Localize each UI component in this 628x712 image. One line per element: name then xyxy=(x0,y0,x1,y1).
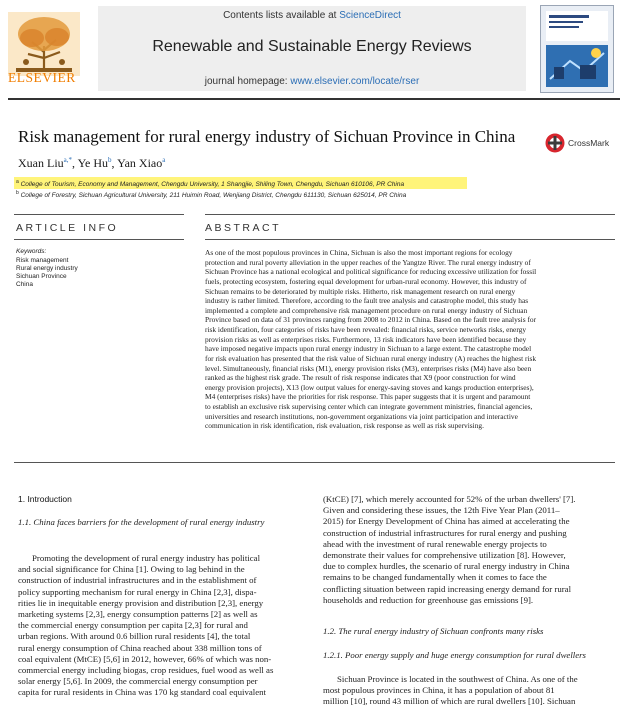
article-title: Risk management for rural energy industry of Sichuan Province in China xyxy=(18,127,516,146)
abstract-line: industry is rather limited. Therefore, according to the fault tree analysis and catastrophe model, this study has xyxy=(205,296,529,306)
body-line: ahead with the investment of rural renewable energy projects to xyxy=(323,538,547,549)
homepage-link[interactable]: www.elsevier.com/locate/rser xyxy=(290,76,420,87)
abstract-line: have imposed negative impacts upon rural energy industry in Sichuan to a large extent. The catastrophe model xyxy=(205,344,532,354)
author-list: Xuan Liu$^{a,*}$, Ye Hu$^b$, Yan Xiao$^a$ xyxy=(18,156,166,170)
publisher-name: ELSEVIER xyxy=(8,70,76,85)
journal-cover-thumbnail[interactable] xyxy=(540,5,614,93)
abstract-line: energy provision projects), X13 (low output values for energy-saving stoves and kangs production enterprises), xyxy=(205,382,534,392)
body-line: (KtCE) [7], which merely accounted for 52% of the urban dwellers' [7]. xyxy=(323,494,576,504)
body-line: remains to be changed fundamentally when it comes to face the xyxy=(323,572,547,583)
abstract-line: As one of the most populous provinces in China, Sichuan is also the most important regions for ecology xyxy=(205,248,513,257)
subsection-1-2-heading: 1.2. The rural energy industry of Sichuan confronts many risks xyxy=(323,626,544,636)
subsection-1-2-1-heading: 1.2.1. Poor energy supply and huge energy consumption for rural dwellers xyxy=(323,650,586,660)
abstract-line: ranked as the highest risk grade. The result of risk response indicates that X9 (poor construction for wind xyxy=(205,373,516,383)
abstract-body xyxy=(205,248,615,431)
body-line: Sichuan Province is located in the southwest of China. As one of the xyxy=(337,674,578,684)
author-marks[interactable]: b xyxy=(108,156,112,164)
abstract-line: universities and research institutions, non-government organizations via joint participation and interactive xyxy=(205,411,518,421)
abstract-line: for risk evaluation has presented that the risk value of Sichuan rural energy industry (A) reaches the highest risk xyxy=(205,353,537,363)
keyword: Risk management xyxy=(16,257,69,264)
author-marks[interactable]: a xyxy=(162,156,166,164)
abstract-line: Sichuan Province has a national ecological and political significance for reducing excessive utilization for fossil xyxy=(205,267,537,277)
body-line: urban regions. With around 0.6 billion rural residents [4], the total xyxy=(18,631,251,642)
abstract-line: level. Simultaneously, financial risks (M1), energy provision risks (M3), enterprises risks (M4) have also been xyxy=(205,363,532,373)
body-line: 2015) for Energy Development of China has aimed at accelerating the xyxy=(323,516,570,527)
abstract-line: Province based on data of 31 provinces ranging from 2008 to 2012 in China. Based on the fault tree analysis for xyxy=(205,315,537,325)
abstract-line: to establish an exclusive risk supervising center which can integrate government ministries, financial agencies, xyxy=(205,402,533,411)
article-info-mid-rule xyxy=(14,239,184,240)
contents-prefix: Contents lists available at xyxy=(223,10,340,21)
abstract-line: protection and rural poverty alleviation in the upper reaches of the Yangtze River. The rural energy industry of xyxy=(205,257,531,267)
keyword: Sichuan Province xyxy=(16,273,67,280)
abstract-top-rule xyxy=(205,214,615,215)
body-line: most populous provinces in China, it has a population of about 81 xyxy=(323,685,555,696)
homepage-prefix: journal homepage: xyxy=(204,76,291,87)
contents-line xyxy=(98,10,526,21)
affiliation-b xyxy=(16,190,406,199)
body-line: Promoting the development of rural energy industry has political xyxy=(32,553,261,563)
subsection-1-1-heading: 1.1. China faces barriers for the development of rural energy industry xyxy=(18,517,265,527)
body-line: demonstrate their values for comprehensive utilization [8]. However, xyxy=(323,550,566,561)
body-line: Given and considering these issues, the 12th Five Year Plan (2011– xyxy=(323,505,560,516)
author-marks[interactable]: a,* xyxy=(63,156,73,164)
journal-title: Renewable and Sustainable Energy Reviews xyxy=(152,38,472,55)
right-column-text xyxy=(323,494,615,606)
affiliation-mark: a xyxy=(16,179,19,185)
abstract-line: implemented a complete and comprehensive risk management procedure on rural energy industry of Sichuan xyxy=(205,305,528,315)
body-line: commercial energy including biogas, crop residues, fuel wood as well as xyxy=(18,665,274,676)
abstract-mid-rule xyxy=(205,239,615,240)
affiliation-mark: b xyxy=(16,190,19,196)
abstract-line: risk identification, four categories of risks have been revealed: financial risks, service networks risks, energy xyxy=(205,325,527,334)
affiliation-text: College of Tourism, Economy and Management, Chengdu University, 1 Shangjie, Shiling Town, Chengdu, Sichuan 610106, PR China xyxy=(20,181,405,189)
abstract-line: Sichuan remains to be deteriorated by multiple risks. Hitherto, risk management research on rural energy xyxy=(205,286,516,296)
keyword: Rural energy industry xyxy=(16,265,78,272)
keywords-label: Keywords: xyxy=(16,248,47,255)
crossmark-badge[interactable] xyxy=(545,133,617,153)
body-line: coal equivalent (MtCE) [5,6] in 2012, however, 66% of which was non- xyxy=(18,653,272,664)
article-info-top-rule xyxy=(14,214,184,215)
body-line: marketing systems [2,3], energy consumption patterns [2] as well as xyxy=(18,609,258,620)
abstract-line: communication in risk identification, risk evaluation, risk response as well as risk supervising. xyxy=(205,421,484,431)
author-name[interactable]: Yan Xiao xyxy=(117,156,163,170)
body-line: policy supporting mechanism for rural energy in China [2,3], dispa- xyxy=(18,586,257,597)
author-name[interactable]: Xuan Liu xyxy=(18,156,64,170)
body-line: rural energy consumption of China reached about 338 million tons of xyxy=(18,642,262,653)
author-name[interactable]: Ye Hu xyxy=(77,156,109,170)
body-line: households and reduction for greenhouse gas emissions [9]. xyxy=(323,594,534,605)
section-1-heading: 1. Introduction xyxy=(18,494,72,504)
body-line: construction of industrial infrastructures for rural energy and pushing xyxy=(323,527,567,538)
abstract-line: fuels, protecting ecosystem, fostering equal development for urban-rural economy. However, this industry of xyxy=(205,276,527,286)
body-line: and social significance for China [1]. Owing to lag behind in the xyxy=(18,564,245,575)
body-line: million [10], round 43 million of which are rural dwellers [10]. Sichuan xyxy=(323,696,576,707)
left-column-text xyxy=(18,553,310,699)
right-column-text-2 xyxy=(323,674,615,708)
crossmark-icon xyxy=(545,133,565,153)
article-info-heading: ARTICLE INFO xyxy=(16,222,119,234)
body-line: conflicting situation between rapid increasing energy demand for rural xyxy=(323,583,572,594)
keyword: China xyxy=(16,281,33,288)
homepage-line xyxy=(98,76,526,87)
affiliation-text: College of Forestry, Sichuan Agricultural University, 211 Huimin Road, Wenjiang District, Chengdu 611130, Sichuan 625014, PR China xyxy=(20,192,407,200)
affiliation-a xyxy=(16,179,404,188)
keywords-list xyxy=(16,257,181,289)
body-line: construction of industrial infrastructures and in the establishment of xyxy=(18,575,257,586)
header-rule xyxy=(8,98,620,100)
abstract-line: M4 (enterprises risks) have the priorities for risk response. This paper suggests that it is urgent and paramount xyxy=(205,392,531,402)
body-line: solar energy [5,6]. In 2009, the commercial energy consumption per xyxy=(18,676,258,687)
abstract-bottom-rule xyxy=(14,462,615,463)
abstract-line: provision risks as well as enterprises risks. Furthermore, 13 risk indicators have been identified because they xyxy=(205,334,527,344)
body-line: rities lie in inequitable energy provision and distribution [2,3], energy xyxy=(18,597,264,608)
abstract-heading: ABSTRACT xyxy=(205,222,282,234)
body-line: the commercial energy consumption per capita [2,3] for rural and xyxy=(18,620,248,631)
crossmark-label: CrossMark xyxy=(568,138,610,148)
body-line: due to complex hurdles, the scenario of rural energy industry in China xyxy=(323,561,570,572)
sciencedirect-link[interactable]: ScienceDirect xyxy=(339,10,401,21)
body-line: capita for rural residents in China was 170 kg standard coal equivalent xyxy=(18,687,266,698)
